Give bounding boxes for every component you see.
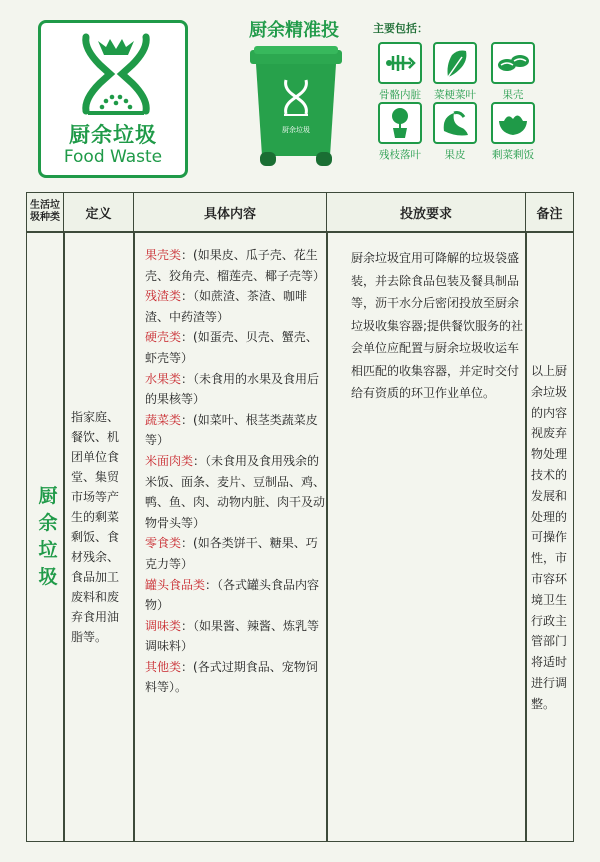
content-category: 罐头食品类: [145, 577, 206, 592]
content-detail: ：（如果酱、辣酱、炼乳等调味料）: [145, 618, 320, 654]
content-category: 调味类: [145, 618, 182, 633]
food-waste-logo: [38, 20, 188, 178]
category-name: 厨余垃圾: [38, 485, 58, 588]
header-category: 生活垃圾种类: [27, 193, 63, 231]
header-requirement: 投放要求: [327, 193, 525, 231]
content-detail: ：(如各类饼干、糖果、巧克力等）: [145, 536, 318, 571]
fish-bone-icon: [383, 48, 417, 78]
green-bin-icon: [246, 44, 346, 168]
content-category: 蔬菜类: [145, 412, 182, 427]
content-category: 其他类: [145, 659, 182, 674]
content-detail: ：（各式罐头食品内容物）: [145, 577, 320, 613]
content-category: 水果类: [145, 371, 182, 386]
header-definition: 定义: [64, 193, 133, 231]
definition-text: 指家庭、餐饮、机团单位食堂、集贸市场等产生的剩菜剩饭、食材残余、食品加工废料和废弃食用油脂等。: [71, 410, 120, 644]
content-category: 零食类: [145, 536, 182, 551]
content-detail: ：(如蛋壳、贝壳、蟹壳、虾壳等）: [145, 330, 318, 365]
content-list: [145, 245, 325, 698]
content-category: 米面肉类: [145, 453, 194, 468]
content-detail: ：(如菜叶、根茎类蔬菜皮等）: [145, 412, 318, 448]
header: [0, 0, 600, 192]
fruit-peel-icon: [438, 107, 472, 139]
logo-title-en: Food Waste: [63, 147, 163, 167]
main-items-title: 主要包括：: [373, 22, 428, 35]
logo-title-cn: 厨余垃圾: [69, 123, 157, 147]
content-detail: ：(如果皮、瓜子壳、花生壳、狡角壳、榴莲壳、椰子壳等）: [145, 248, 326, 283]
classification-table: [26, 192, 574, 842]
main-item: 果壳: [480, 42, 546, 102]
header-content: 具体内容: [134, 193, 326, 231]
note-text: 以上厨余垃圾的内容视废弃物处理技术的发展和处理的可操作性，市市容环境卫生行政主管部门将适时进行调整。: [531, 364, 568, 711]
content-detail: ：（未食用的水果及食用后的果核等）: [145, 371, 320, 407]
header-note: 备注: [526, 193, 573, 231]
requirement-text: 厨余垃圾宜用可降解的垃圾袋盛装，并去除食品包装及餐具制品等，沥干水分后密闭投放至厨余垃圾收集容器;提供餐饮服务的社会单位应配置与厨余垃圾收运车相匹配的收集容器，并定时交付给有资质的环卫作业单位。: [351, 251, 524, 400]
vegetable-leaf-icon: [438, 47, 472, 79]
main-item: 残枝落叶: [367, 102, 433, 162]
nut-shell-icon: [495, 49, 531, 77]
content-category: 残渣类: [145, 289, 182, 304]
main-item: 剩菜剩饭: [480, 102, 546, 162]
leftover-bowl-icon: [496, 109, 530, 137]
main-item: 骨骼内脏: [367, 42, 433, 102]
hourglass-icon: [76, 31, 156, 117]
potted-plant-icon: [385, 106, 415, 140]
content-detail: ：(各式过期食品、宠物饲料等）。: [145, 659, 318, 695]
content-detail: ：（未食用及食用残余的米饭、面条、麦片、豆制品、鸡、鸭、鱼、肉、动物内脏、肉干及动物骨头等）: [145, 453, 326, 530]
main-item: 果皮: [422, 102, 488, 162]
main-item: 菜梗菜叶: [422, 42, 488, 102]
bin-label: 厨余垃圾: [282, 126, 310, 134]
content-detail: ：（如蔗渣、茶渣、咖啡渣、中药渣等）: [145, 289, 308, 324]
content-category: 果壳类: [145, 248, 182, 262]
content-category: 硬壳类: [145, 330, 182, 345]
bin-title: 厨余精准投: [249, 20, 339, 41]
